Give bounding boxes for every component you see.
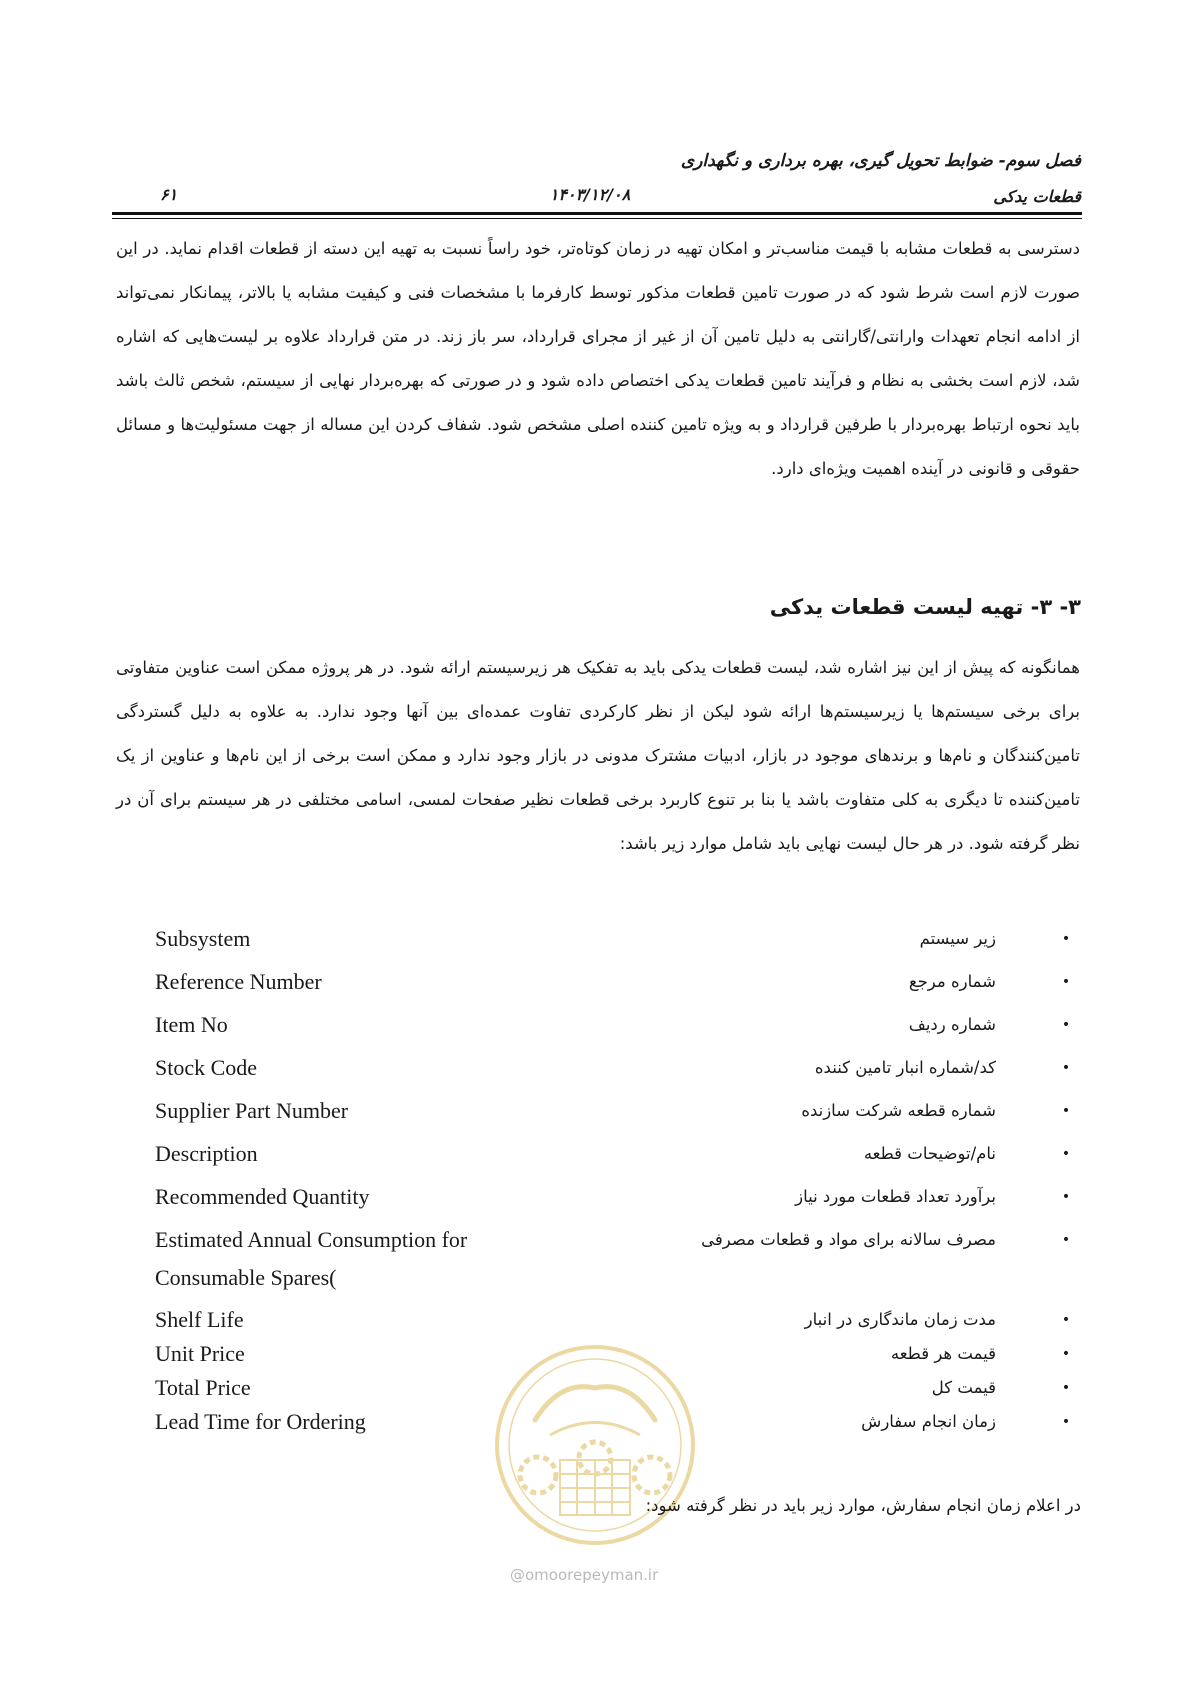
header-rule-thick (112, 212, 1082, 215)
list-item-en: Item No (155, 1012, 228, 1037)
list-item-fa: مصرف سالانه برای مواد و قطعات مصرفی (701, 1230, 996, 1249)
bullet-icon: • (1061, 1380, 1071, 1396)
bullet-icon: • (1061, 1189, 1071, 1205)
closing-line: در اعلام زمان انجام سفارش، موارد زیر باید در نظر گرفته شود: (645, 1496, 1081, 1515)
watermark-text: @omoorepeyman.ir (510, 1566, 659, 1584)
bullet-icon: • (1061, 1346, 1071, 1362)
bullet-icon: • (1061, 1146, 1071, 1162)
header-rule-thin (112, 218, 1082, 219)
bullet-icon: • (1061, 1232, 1071, 1248)
list-item-en: Shelf Life (155, 1307, 244, 1332)
body-paragraph-1: دسترسی به قطعات مشابه با قیمت مناسب‌تر و امکان تهیه در زمان کوتاه‌تر، خود راساً نسبت به تهیه این دسته از قطعات اقدام نماید. در این صورت لازم است شرط شود که در صورت تامین قطعات مذکور توسط کارفرما با مشخصات فنی و کیفیت مشابه یا بالاتر، پیمانکار نمی‌تواند از ادامه انجام تعهدات وارانتی/گارانتی به دلیل تامین آن از غیر از مجرای قرارداد، سر باز زند. در متن قرارداد علاوه بر لیست‌هایی که اشاره شد، لازم است بخشی به نظام و فرآیند تامین قطعات یدکی اختصاص داده شود و در صورتی که بهره‌بردار نهایی از سیستم، شخص ثالث باشد باید نحوه ارتباط بهره‌بردار با طرفین قرارداد و به ویژه تامین کننده اصلی مشخص شود. شفاف کردن این مساله از جهت مسئولیت‌ها و مسائل حقوقی و قانونی در آینده اهمیت ویژه‌ای دارد. (116, 239, 1080, 478)
list-item-fa: شماره ردیف (908, 1015, 996, 1034)
list-item-en: Total Price (155, 1375, 251, 1400)
bullet-icon: • (1061, 931, 1071, 947)
list-item-en: Reference Number (155, 969, 322, 994)
document-date: ۱۴۰۳/۱۲/۰۸ (549, 185, 631, 204)
list-item-fa: شماره قطعه شرکت سازنده (801, 1101, 996, 1120)
section-name: قطعات یدکی (993, 187, 1081, 206)
page-number: ۶۱ (160, 185, 178, 204)
bullet-icon: • (1061, 1312, 1071, 1328)
list-item-fa: کد/شماره انبار تامین کننده (814, 1058, 996, 1077)
list-item-fa: زیر سیستم (919, 929, 996, 948)
list-item-fa: نام/توضیحات قطعه (863, 1144, 996, 1163)
list-item-fa: برآورد تعداد قطعات مورد نیاز (795, 1187, 996, 1206)
chapter-title: فصل سوم- ضوابط تحویل گیری، بهره برداری و نگهداری (680, 151, 1081, 171)
body-paragraph-2: همانگونه که پیش از این نیز اشاره شد، لیست قطعات یدکی باید به تفکیک هر زیرسیستم ارائه شود. در هر پروژه ممکن است عناوین متفاوتی برای برخی سیستم‌ها یا زیرسیستم‌ها ارائه شود لیکن از نظر کارکردی تفاوت عمده‌ای بین آنها وجود ندارد. به علاوه به دلیل گستردگی تامین‌کنندگان و نام‌ها و برندهای موجود در بازار، ادبیات مشترک مدونی در بازار وجود ندارد و ممکن است برخی از این نام‌ها و عناوین از یک تامین‌کننده تا دیگری به کلی متفاوت باشد یا بنا بر تنوع کاربرد برخی قطعات نظیر صفحات لمسی، اسامی مختلفی در هر سیستم برای آن در نظر گرفته شود. در هر حال لیست نهایی باید شامل موارد زیر باشد: (116, 658, 1080, 853)
list-item-fa: زمان انجام سفارش (861, 1412, 996, 1431)
list-item-en: Estimated Annual Consumption for (155, 1227, 468, 1252)
bullet-icon: • (1061, 974, 1071, 990)
list-item-fa: مدت زمان ماندگاری در انبار (804, 1310, 996, 1329)
list-item-en: Supplier Part Number (155, 1098, 349, 1123)
section-heading: ۳- ۳- تهیه لیست قطعات یدکی (769, 595, 1081, 619)
list-item-en: Subsystem (155, 926, 251, 951)
list-item-fa: قیمت هر قطعه (890, 1344, 996, 1363)
list-item-en: Stock Code (155, 1055, 258, 1080)
list-item-fa: شماره مرجع (908, 972, 996, 991)
bullet-icon: • (1061, 1060, 1071, 1076)
list-item-en: Unit Price (155, 1341, 245, 1366)
bullet-icon: • (1061, 1103, 1071, 1119)
list-item-en-continuation: Consumable Spares( (155, 1265, 337, 1290)
list-item-en: Lead Time for Ordering (155, 1409, 366, 1434)
list-item-en: Recommended Quantity (155, 1184, 370, 1209)
list-item-en: Description (155, 1141, 258, 1166)
list-item-fa: قیمت کل (931, 1378, 996, 1397)
bullet-icon: • (1061, 1414, 1071, 1430)
watermark-seal-icon (490, 1340, 700, 1550)
bullet-icon: • (1061, 1017, 1071, 1033)
